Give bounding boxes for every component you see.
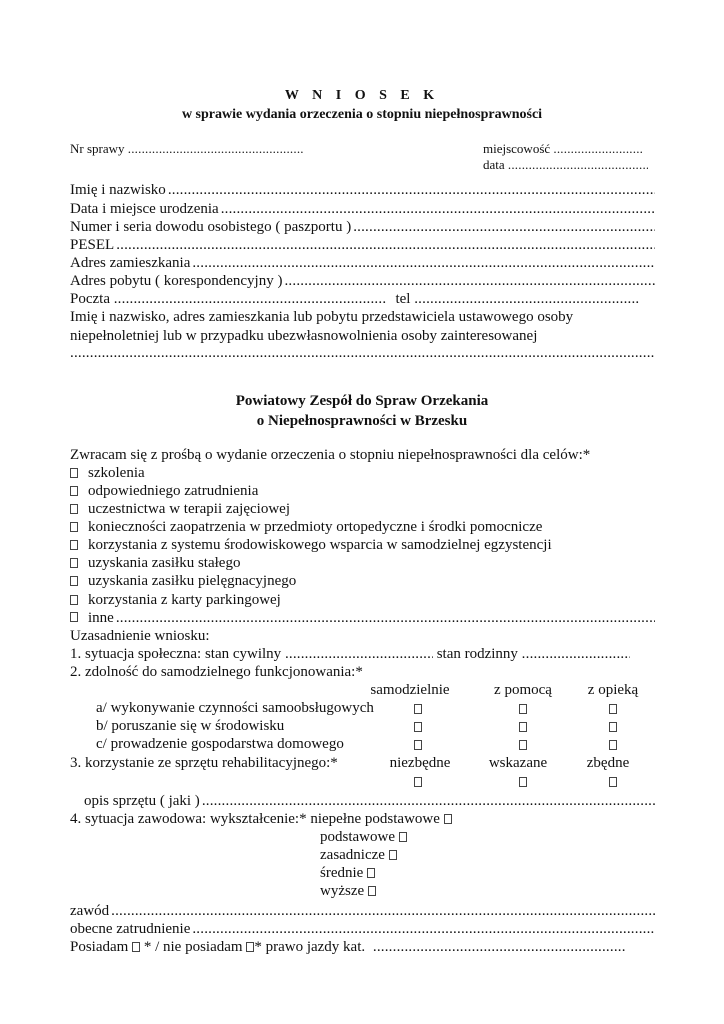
- checkbox[interactable]: [368, 886, 376, 896]
- checkbox[interactable]: [414, 740, 422, 750]
- request-intro: Zwracam się z prośbą o wydanie orzeczenia o stopniu niepełnosprawności dla celów:*: [70, 447, 591, 463]
- col-with-help: z pomocą: [494, 682, 552, 698]
- purpose-item[interactable]: korzystania z karty parkingowej: [70, 592, 281, 609]
- checkbox[interactable]: [609, 704, 617, 714]
- document-title: W N I O S E K: [284, 88, 440, 103]
- stay-address-field[interactable]: [70, 273, 655, 290]
- col-necessary: niezbędne: [389, 755, 451, 771]
- checkbox[interactable]: [519, 722, 527, 732]
- equipment-description-field[interactable]: opis sprzętu ( jaki ) .....: [84, 793, 655, 810]
- tel-label: tel: [395, 291, 411, 307]
- family-status-input[interactable]: [522, 646, 630, 663]
- col-independent: samodzielnie: [370, 682, 450, 698]
- checkbox[interactable]: [389, 850, 397, 860]
- checkbox[interactable]: [70, 504, 78, 514]
- functioning-label: 2. zdolność do samodzielnego funkcjonowania:*: [70, 664, 363, 680]
- checkbox[interactable]: [70, 576, 78, 586]
- pesel-field[interactable]: [70, 237, 655, 254]
- case-number-field[interactable]: [70, 141, 304, 157]
- checkbox[interactable]: [609, 740, 617, 750]
- checkbox[interactable]: [70, 540, 78, 550]
- social-situation-row: 1. sytuacja społeczna: stan cywilny ..... stan rodzinny .....: [70, 646, 655, 663]
- post-label: Poczta: [70, 291, 110, 307]
- equipment-label: 3. korzystanie ze sprzętu rehabilitacyjnego:*: [70, 755, 338, 771]
- post-input[interactable]: [114, 291, 386, 308]
- ability-label: b/ poruszanie się w środowisku: [96, 718, 285, 734]
- checkbox[interactable]: [414, 722, 422, 732]
- birth-label: Data i miejsce urodzenia: [70, 201, 219, 217]
- document-subtitle: w sprawie wydania orzeczenia o stopniu niepełnosprawności: [181, 107, 543, 122]
- birth-field[interactable]: [70, 201, 655, 218]
- name-label: Imię i nazwisko: [70, 182, 166, 198]
- checkbox[interactable]: [519, 740, 527, 750]
- purpose-item[interactable]: konieczności zaopatrzenia w przedmioty ortopedyczne i środki pomocnicze: [70, 519, 542, 536]
- checkbox[interactable]: [70, 558, 78, 568]
- checkbox[interactable]: [70, 486, 78, 496]
- checkbox[interactable]: [609, 777, 617, 787]
- ability-label: c/ prowadzenie gospodarstwa domowego: [96, 736, 344, 752]
- license-category-input[interactable]: [373, 939, 625, 956]
- stay-address-label: Adres pobytu ( korespondencyjny ): [70, 273, 283, 289]
- driving-license-row: Posiadam * / nie posiadam * prawo jazdy kat. .....: [70, 939, 655, 956]
- justification-heading: Uzasadnienie wniosku:: [70, 628, 210, 644]
- id-field[interactable]: [70, 219, 655, 236]
- name-field[interactable]: [70, 182, 655, 199]
- date-label: data: [483, 157, 505, 172]
- purpose-item[interactable]: uczestnictwa w terapii zajęciowej: [70, 501, 290, 518]
- checkbox[interactable]: [519, 777, 527, 787]
- checkbox[interactable]: [519, 704, 527, 714]
- checkbox[interactable]: [70, 612, 78, 622]
- occupation-field[interactable]: zawód .....: [70, 903, 655, 920]
- education-option[interactable]: średnie: [320, 865, 375, 882]
- col-recommended: wskazane: [488, 755, 548, 771]
- address-label: Adres zamieszkania: [70, 255, 191, 271]
- purpose-item[interactable]: uzyskania zasiłku stałego: [70, 555, 240, 572]
- ability-label: a/ wykonywanie czynności samoobsługowych: [96, 700, 374, 716]
- current-employment-field[interactable]: obecne zatrudnienie .....: [70, 921, 655, 938]
- education-row: 4. sytuacja zawodowa: wykształcenie:* niepełne podstawowe: [70, 811, 452, 828]
- office-line-1: Powiatowy Zespół do Spraw Orzekania: [235, 393, 489, 409]
- checkbox[interactable]: [70, 468, 78, 478]
- education-option[interactable]: zasadnicze: [320, 847, 397, 864]
- purpose-other[interactable]: inne .....: [70, 610, 655, 627]
- representative-text-1: Imię i nazwisko, adres zamieszkania lub pobytu przedstawiciela ustawowego osoby: [70, 309, 574, 325]
- pesel-label: PESEL: [70, 237, 115, 253]
- marital-status-input[interactable]: [285, 646, 433, 663]
- education-option[interactable]: podstawowe: [320, 829, 407, 846]
- education-option[interactable]: wyższe: [320, 883, 376, 900]
- post-tel-row: [70, 291, 655, 308]
- checkbox[interactable]: [609, 722, 617, 732]
- address-field[interactable]: [70, 255, 655, 272]
- representative-text-2: niepełnoletniej lub w przypadku ubezwłasnowolnienia osoby zainteresowanej: [70, 328, 538, 344]
- checkbox[interactable]: [70, 595, 78, 605]
- purpose-item[interactable]: korzystania z systemu środowiskowego wsparcia w samodzielnej egzystencji: [70, 537, 552, 554]
- case-number-label: Nr sprawy: [70, 141, 125, 156]
- checkbox[interactable]: [70, 522, 78, 532]
- purpose-item[interactable]: uzyskania zasiłku pielęgnacyjnego: [70, 573, 296, 590]
- checkbox[interactable]: [444, 814, 452, 824]
- office-line-2: o Niepełnosprawności w Brzesku: [256, 413, 468, 429]
- id-label: Numer i seria dowodu osobistego ( paszportu ): [70, 219, 352, 235]
- representative-field[interactable]: [70, 345, 655, 362]
- place-field[interactable]: [483, 141, 643, 157]
- date-field[interactable]: [483, 157, 648, 173]
- checkbox[interactable]: [132, 942, 140, 952]
- checkbox[interactable]: [399, 832, 407, 842]
- purpose-item[interactable]: szkolenia: [70, 465, 145, 482]
- col-unnecessary: zbędne: [586, 755, 630, 771]
- purpose-item[interactable]: odpowiedniego zatrudnienia: [70, 483, 258, 500]
- checkbox[interactable]: [414, 777, 422, 787]
- checkbox[interactable]: [414, 704, 422, 714]
- tel-input[interactable]: [414, 291, 640, 308]
- checkbox[interactable]: [367, 868, 375, 878]
- col-with-care: z opieką: [587, 682, 639, 698]
- place-label: miejscowość: [483, 141, 551, 156]
